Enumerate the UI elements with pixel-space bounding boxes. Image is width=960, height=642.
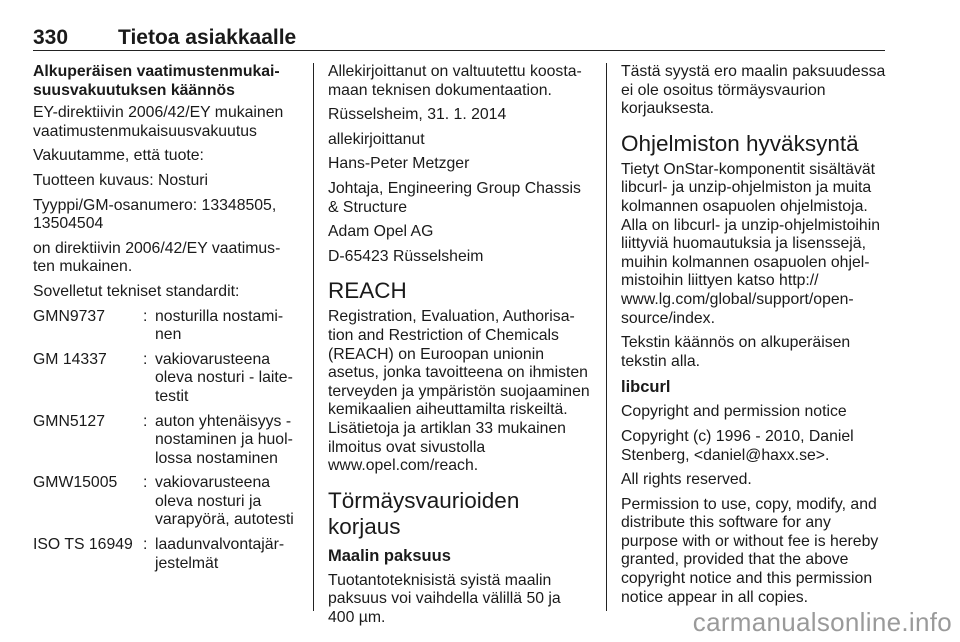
paint-thickness-subheading: Maalin paksuus bbox=[328, 546, 451, 565]
standard-code: GM 14337 bbox=[33, 350, 107, 368]
standard-code: GMN5127 bbox=[33, 412, 105, 430]
paragraph: on direktiivin 2006/42/EY vaatimus- ten mukainen. bbox=[33, 239, 281, 276]
paragraph: D-65423 Rüsselsheim bbox=[328, 247, 484, 265]
standard-row bbox=[33, 308, 303, 345]
page-header bbox=[33, 26, 885, 51]
paragraph: Allekirjoittanut on valtuutettu koosta- maan teknisen dokumentaation. bbox=[328, 63, 582, 99]
paragraph: EY-direktiivin 2006/42/EY mukainen vaatimustenmukaisuusvakuutus bbox=[33, 104, 284, 140]
page-number: 330 bbox=[33, 26, 69, 49]
paragraph: Tietyt OnStar-komponentit sisältävät libcurl- ja unzip-ohjelmiston ja muita kolmannen osapuolen ohjelmistoja. Alla on libcurl- ja unzip-ohjelmistoihin liittyviä huomautuksia ja lisenssejä, muihin kolmannen osapuolen ohjel- mistoihin liittyen katso http:// www.lg.com/global/support/open- source/index. bbox=[621, 160, 881, 327]
paragraph: Tyyppi/GM-osanumero: 13348505, 13504504 bbox=[33, 196, 277, 233]
standards-list bbox=[33, 308, 303, 574]
standard-description: vakiovarusteena oleva nosturi - laite- testit bbox=[155, 350, 293, 405]
paint-paragraph: Tuotantoteknisistä syistä maalin paksuus voi vaihdella välillä 50 ja 400 µm. bbox=[328, 571, 561, 626]
standard-row bbox=[33, 474, 303, 530]
standard-code: ISO TS 16949 bbox=[33, 536, 133, 554]
paragraph: All rights reserved. bbox=[621, 471, 752, 489]
paragraph: Permission to use, copy, modify, and distribute this software for any purpose with or without fee is hereby granted, provided that the above copyright notice and this permission notice appear in all copies. bbox=[621, 495, 879, 606]
standard-description: nosturilla nostami- nen bbox=[155, 307, 284, 344]
standard-code: GMW15005 bbox=[33, 474, 118, 492]
paragraph: allekirjoittanut bbox=[328, 130, 425, 148]
column-divider bbox=[313, 63, 314, 611]
standard-separator: : bbox=[143, 536, 148, 554]
paragraph: Tekstin käännös on alkuperäisen tekstin alla. bbox=[621, 334, 851, 370]
paragraph: Rüsselsheim, 31. 1. 2014 bbox=[328, 106, 507, 124]
declaration-heading: Alkuperäisen vaatimustenmukai- suusvakuutuksen käännös bbox=[33, 63, 280, 99]
reach-paragraph: Registration, Evaluation, Authorisa- tion and Restriction of Chemicals (REACH) on Euroopan unionin asetus, jonka tavoitteena on ihmisten terveyden ja ympäristön suojaaminen kemikaalien aiheuttamilta riskeiltä. Lisätietoja ja artiklan 33 mukainen ilmoitus ovat sivustolla www.opel.com/reach. bbox=[328, 308, 590, 475]
paragraph: Tuotteen kuvaus: Nosturi bbox=[33, 171, 209, 189]
paragraph: Copyright and permission notice bbox=[621, 403, 847, 421]
paragraph: Sovelletut tekniset standardit: bbox=[33, 282, 240, 300]
paragraph: Copyright (c) 1996 - 2010, Daniel Stenberg, <daniel@haxx.se>. bbox=[621, 427, 854, 464]
paragraph: Adam Opel AG bbox=[328, 223, 434, 241]
standard-code: GMN9737 bbox=[33, 307, 105, 325]
standard-description: laadunvalvontajär- jestelmät bbox=[155, 536, 285, 572]
watermark: carmanualsonline.info bbox=[692, 607, 952, 637]
standard-separator: : bbox=[143, 350, 148, 368]
paragraph: Johtaja, Engineering Group Chassis & Structure bbox=[328, 179, 581, 216]
standard-separator: : bbox=[143, 412, 148, 430]
standard-row bbox=[33, 413, 303, 469]
collision-repair-heading: Törmäysvaurioiden korjaus bbox=[328, 487, 520, 539]
standard-description: vakiovarusteena oleva nosturi ja varapyörä, autotesti bbox=[155, 474, 294, 529]
software-approval-heading: Ohjelmiston hyväksyntä bbox=[621, 130, 859, 156]
standard-separator: : bbox=[143, 474, 148, 492]
standard-row bbox=[33, 536, 303, 573]
paragraph: Vakuutamme, että tuote: bbox=[33, 147, 204, 165]
paragraph: Hans-Peter Metzger bbox=[328, 155, 470, 173]
running-title: Tietoa asiakkaalle bbox=[118, 26, 297, 49]
paragraph: Tästä syystä ero maalin paksuudessa ei ole osoitus törmäysvaurion korjauksesta. bbox=[621, 63, 886, 118]
libcurl-heading: libcurl bbox=[621, 378, 671, 397]
standard-description: auton yhtenäisyys - nostaminen ja huol- lossa nostaminen bbox=[155, 412, 293, 467]
standard-separator: : bbox=[143, 307, 148, 325]
column-divider bbox=[606, 63, 607, 611]
column-software bbox=[621, 63, 891, 611]
reach-heading: REACH bbox=[328, 278, 407, 304]
column-declaration bbox=[33, 63, 303, 611]
standard-row bbox=[33, 351, 303, 407]
column-reach bbox=[328, 63, 593, 626]
